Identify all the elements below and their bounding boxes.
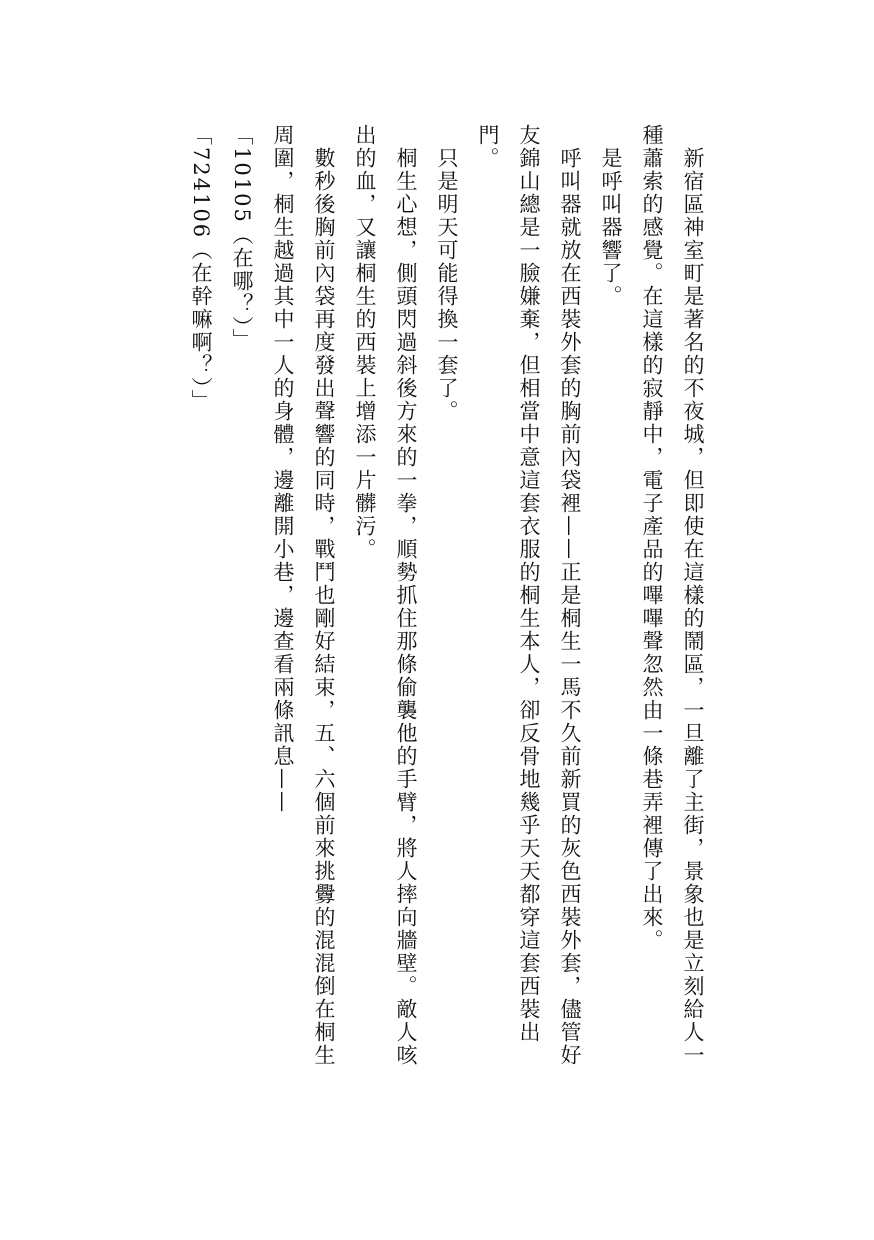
pager-message-1: 「10105（在哪？）」 <box>230 124 254 352</box>
paragraph-2: 是呼叫器響了。 <box>599 147 623 309</box>
pager-message-2: 「724106（在幹嘛啊？）」 <box>189 124 213 413</box>
paragraph-1: 新宿區神室町是著名的不夜城，但即使在這樣的鬧區，一旦離了主街，景象也是立刻給人一種蕭索的感覺。在這樣的寂靜中，電子產品的嗶嗶聲忽然由一條巷弄裡傳了出來。 <box>640 124 705 1068</box>
paragraph-5: 桐生心想，側頭閃過斜後方來的一拳，順勢抓住那條偷襲他的手臂，將人摔向牆壁。敵人咳出的血，又讓桐生的西裝上增添一片髒污。 <box>353 124 418 1068</box>
paragraph-6: 數秒後胸前內袋再度發出聲響的同時，戰鬥也剛好結束，五、六個前來挑釁的混混倒在桐生周圍，桐生越過其中一人的身體，邊離開小巷，邊查看兩條訊息—— <box>271 124 336 1068</box>
paragraph-3: 呼叫器就放在西裝外套的胸前內袋裡——正是桐生一馬不久前新買的灰色西裝外套，儘管好友錦山總是一臉嫌棄，但相當中意這套衣服的桐生本人，卻反骨地幾乎天天都穿這套西裝出門。 <box>476 124 582 1068</box>
vertical-text-body <box>180 124 713 1084</box>
paragraph-4: 只是明天可能得換一套了。 <box>435 147 459 424</box>
